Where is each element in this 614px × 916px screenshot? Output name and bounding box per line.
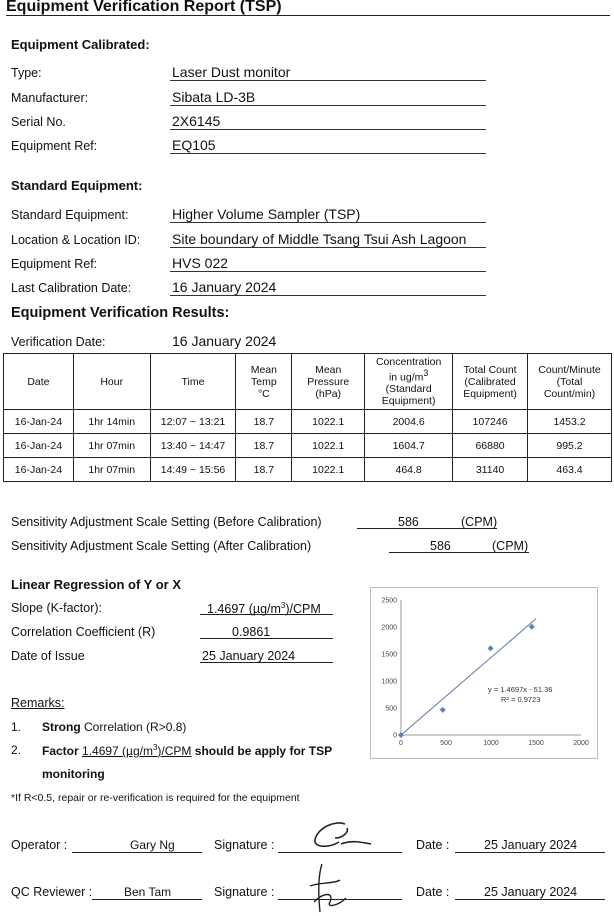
slope-underline (200, 614, 333, 615)
standard-equipment-value: Higher Volume Sampler (TSP) (170, 206, 486, 223)
operator-signature-label: Signature : (214, 838, 275, 852)
cell-count-minute: 463.4 (528, 458, 612, 482)
title-rule (6, 15, 610, 16)
table-row (4, 410, 612, 434)
chart-data-point (440, 707, 446, 713)
table-row (4, 458, 612, 482)
header-count-minute: Count/Minute (Total Count/min) (528, 354, 612, 410)
verification-table (3, 353, 612, 482)
correlation-underline (200, 638, 333, 639)
chart-equation-label: y = 1.4697x - 51.36 (488, 685, 553, 694)
header-concentration: Concentration in $ug/m^3$ (Standard Equipment) (365, 354, 453, 410)
table-header-row (4, 354, 612, 410)
issue-date-label: Date of Issue (11, 649, 85, 663)
chart-y-tick-label: 1000 (381, 678, 397, 686)
sensitivity-before-underline (357, 528, 497, 529)
operator-label: Operator : (11, 838, 68, 852)
chart-x-tick-label: 2000 (573, 740, 589, 747)
slope-label: Slope (K-factor): (11, 601, 103, 615)
reviewer-name: Ben Tam (124, 885, 172, 899)
calibrated-serial-value: 2X6145 (170, 113, 486, 130)
regression-chart (370, 587, 598, 759)
cell-time: 14:49 ~ 15:56 (150, 458, 236, 482)
issue-date-value: 25 January 2024 (202, 649, 296, 663)
cell-count-minute: 995.2 (528, 434, 612, 458)
chart-x-tick-label: 500 (440, 740, 452, 747)
verification-date-value: 16 January 2024 (172, 333, 277, 349)
calibrated-manufacturer-value: Sibata LD-3B (170, 89, 486, 106)
cell-time: 13:40 ~ 14:47 (150, 434, 236, 458)
remark-2-number: 2. (11, 743, 22, 757)
chart-y-tick-label: 2000 (381, 624, 397, 632)
reviewer-date-value: 25 January 2024 (484, 885, 578, 899)
operator-date-value: 25 January 2024 (484, 838, 578, 852)
operator-date-underline (455, 852, 605, 853)
cell-hour: 1hr 14min (73, 410, 150, 434)
calibrated-ref-label: Equipment Ref: (11, 139, 98, 153)
remark-1-text: Strong Correlation (R>0.8) (42, 720, 187, 734)
chart-trendline (401, 619, 536, 735)
chart-x-tick-label: 1000 (483, 740, 499, 747)
cell-temp: 18.7 (236, 434, 292, 458)
reviewer-name-underline (92, 899, 202, 900)
regression-chart-svg (371, 588, 597, 758)
operator-name-underline (72, 852, 202, 853)
correlation-label: Correlation Coefficient (R) (11, 625, 156, 639)
correlation-value: 0.9861 (232, 625, 271, 639)
standard-ref-value: HVS 022 (170, 255, 486, 272)
cell-pressure: 1022.1 (292, 434, 365, 458)
cell-concentration: 464.8 (365, 458, 453, 482)
cell-date: 16-Jan-24 (4, 458, 74, 482)
regression-heading: Linear Regression of Y or X (11, 577, 182, 592)
reviewer-label: QC Reviewer : (11, 885, 93, 899)
operator-name: Gary Ng (130, 838, 175, 852)
sensitivity-before-value: 586 (398, 515, 419, 529)
header-time: Time (150, 354, 236, 410)
chart-data-point (488, 645, 494, 651)
header-temp: Mean Temp °C (236, 354, 292, 410)
standard-heading: Standard Equipment: (11, 178, 143, 193)
sensitivity-before-label: Sensitivity Adjustment Scale Setting (Before Calibration) (11, 515, 322, 529)
cell-pressure: 1022.1 (292, 458, 365, 482)
remark-1-number: 1. (11, 720, 22, 734)
cell-count-minute: 1453.2 (528, 410, 612, 434)
cell-time: 12:07 ~ 13:21 (150, 410, 236, 434)
calibrated-ref-value: EQ105 (170, 137, 486, 154)
chart-y-tick-label: 1500 (381, 651, 397, 659)
remark-2-text: Factor 1.4697 $(\mu g/m^3)$/CPM should be apply for TSP (42, 743, 333, 758)
standard-calibration-date-value: 16 January 2024 (170, 279, 486, 296)
standard-location-value: Site boundary of Middle Tsang Tsui Ash Lagoon (170, 231, 486, 248)
chart-y-tick-label: 0 (393, 732, 397, 740)
cell-date: 16-Jan-24 (4, 410, 74, 434)
cell-total-count: 66880 (453, 434, 528, 458)
sensitivity-after-underline (389, 552, 529, 553)
header-pressure: Mean Pressure (hPa) (292, 354, 365, 410)
standard-equipment-label: Standard Equipment: (11, 208, 129, 222)
header-total-count: Total Count (Calibrated Equipment) (453, 354, 528, 410)
calibrated-type-label: Type: (11, 66, 42, 80)
calibrated-manufacturer-label: Manufacturer: (11, 91, 89, 105)
chart-r2-label: R² = 0.9723 (501, 695, 541, 704)
chart-y-tick-label: 2500 (381, 597, 397, 605)
chart-y-tick-label: 500 (385, 705, 397, 713)
results-heading: Equipment Verification Results: (11, 305, 230, 321)
remark-2-continued: monitoring (42, 767, 105, 781)
cell-total-count: 31140 (453, 458, 528, 482)
cell-concentration: 2004.6 (365, 410, 453, 434)
remarks-heading: Remarks: (11, 696, 65, 710)
report-title: Equipment Verification Report (TSP) (6, 0, 282, 15)
cell-temp: 18.7 (236, 410, 292, 434)
cell-date: 16-Jan-24 (4, 434, 74, 458)
reviewer-date-underline (455, 899, 605, 900)
standard-calibration-date-label: Last Calibration Date: (11, 281, 132, 295)
standard-location-label: Location & Location ID: (11, 233, 141, 247)
calibrated-type-value: Laser Dust monitor (170, 64, 486, 81)
calibrated-serial-label: Serial No. (11, 115, 66, 129)
sensitivity-after-unit: (CPM) (492, 539, 529, 553)
sensitivity-after-value: 586 (430, 539, 451, 553)
table-row (4, 434, 612, 458)
header-hour: Hour (73, 354, 150, 410)
sensitivity-before-unit: (CPM) (461, 515, 498, 529)
chart-x-tick-label: 0 (399, 740, 403, 747)
verification-date-label: Verification Date: (11, 335, 106, 349)
remarks-footnote: *If R<0.5, repair or re-verification is required for the equipment (11, 792, 300, 804)
cell-concentration: 1604.7 (365, 434, 453, 458)
issue-date-underline (200, 662, 333, 663)
operator-signature-mark (305, 818, 375, 854)
cell-hour: 1hr 07min (73, 458, 150, 482)
cell-pressure: 1022.1 (292, 410, 365, 434)
slope-value: 1.4697 $(\mu g/m^3)$/CPM (207, 601, 321, 617)
header-date: Date (4, 354, 74, 410)
cell-temp: 18.7 (236, 458, 292, 482)
reviewer-signature-label: Signature : (214, 885, 275, 899)
standard-ref-label: Equipment Ref: (11, 257, 98, 271)
sensitivity-after-label: Sensitivity Adjustment Scale Setting (After Calibration) (11, 539, 312, 553)
cell-total-count: 107246 (453, 410, 528, 434)
calibrated-heading: Equipment Calibrated: (11, 37, 150, 52)
reviewer-date-label: Date : (416, 885, 450, 899)
chart-x-tick-label: 1500 (528, 740, 544, 747)
cell-hour: 1hr 07min (73, 434, 150, 458)
reviewer-signature-mark (300, 862, 360, 916)
operator-date-label: Date : (416, 838, 450, 852)
